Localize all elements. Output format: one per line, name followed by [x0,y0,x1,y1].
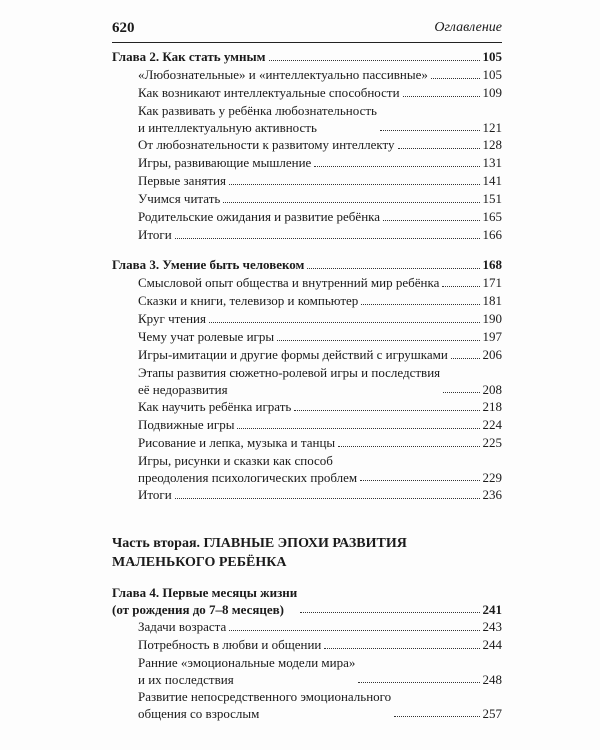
chapter-page: 105 [482,49,502,64]
dot-leader [398,148,480,149]
entry-page: 257 [482,706,502,721]
dot-leader [175,498,480,499]
toc-entry [112,292,502,310]
toc-entry [112,346,502,364]
entry-page: 206 [482,347,502,362]
entry-title: Игры-имитации и другие формы действий с игрушками [138,347,448,362]
dot-leader [269,60,480,61]
dot-leader [324,648,480,649]
entry-title: Ранние «эмоциональные модели мира» и их последствия [138,655,356,687]
dot-leader [175,238,480,239]
entry-title: «Любознательные» и «интеллектуально пассивные» [138,67,428,82]
chapter-3-heading [112,256,502,274]
toc-entry [112,434,502,452]
entry-page: 141 [482,173,502,188]
entry-title: Игры, рисунки и сказки как способ преодоления психологических проблем [138,453,358,485]
entry-page: 218 [482,399,502,414]
toc-entry [112,102,502,136]
entry-title: Задачи возраста [138,619,227,634]
entry-title: Как возникают интеллектуальные способности [138,85,400,100]
page-number: 620 [112,20,135,36]
entry-title: От любознательности к развитому интеллекту [138,137,395,152]
entry-page: 243 [482,619,502,634]
table-of-contents [112,48,502,722]
dot-leader [223,202,480,203]
entry-title: Чему учат ролевые игры [138,329,275,344]
entry-page: 248 [482,672,502,687]
entry-page: 109 [482,85,502,100]
block-spacer [112,244,502,256]
dot-leader [394,716,480,717]
toc-entry [112,208,502,226]
entry-page: 225 [482,435,502,450]
entry-page: 166 [482,227,502,242]
dot-leader [358,682,480,683]
entry-title: Смысловой опыт общества и внутренний мир ребёнка [138,275,440,290]
entry-page: 224 [482,417,502,432]
dot-leader [209,322,480,323]
entry-title: Этапы развития сюжетно-ролевой игры и последствия её недоразвития [138,365,441,397]
dot-leader [431,78,480,79]
toc-entry [112,618,502,636]
entry-title: Учимся читать [138,191,221,206]
dot-leader [277,340,480,341]
toc-entry [112,172,502,190]
entry-title: Первые занятия [138,173,227,188]
toc-entry [112,274,502,292]
entry-title: Развитие непосредственного эмоционального общения со взрослым [138,689,392,721]
chapter-title: Глава 4. Первые месяцы жизни (от рождения до 7–8 месяцев) [112,585,298,617]
dot-leader [229,630,480,631]
entry-title: Как развивать у ребёнка любознательность и интеллектуальную активность [138,103,377,135]
dot-leader [360,480,480,481]
toc-entry [112,310,502,328]
chapter-3-block [112,256,502,504]
dot-leader [229,184,480,185]
chapter-page: 168 [482,257,502,272]
entry-title: Рисование и лепка, музыка и танцы [138,435,336,450]
block-spacer [112,572,502,584]
dot-leader [237,428,480,429]
entry-title: Родительские ожидания и развитие ребёнка [138,209,381,224]
entry-title: Игры, развивающие мышление [138,155,312,170]
entry-page: 229 [482,470,502,485]
entry-page: 131 [482,155,502,170]
entry-title: Круг чтения [138,311,206,326]
entry-page: 151 [482,191,502,206]
toc-entry [112,190,502,208]
dot-leader [443,392,480,393]
entry-page: 208 [482,382,502,397]
chapter-title: Глава 2. Как стать умным [112,49,266,64]
toc-entry [112,416,502,434]
toc-entry [112,66,502,84]
block-spacer [112,504,502,534]
entry-page: 244 [482,637,502,652]
entry-page: 171 [482,275,502,290]
toc-entry [112,364,502,398]
part-2-heading: Часть вторая. ГЛАВНЫЕ ЭПОХИ РАЗВИТИЯ МАЛЕНЬКОГО РЕБЁНКА [112,536,407,570]
dot-leader [361,304,480,305]
entry-title: Сказки и книги, телевизор и компьютер [138,293,359,308]
toc-entry [112,84,502,102]
entry-page: 128 [482,137,502,152]
entry-page: 236 [482,487,502,502]
dot-leader [380,130,480,131]
entry-title: Итоги [138,487,172,502]
toc-entry [112,654,502,688]
toc-entry [112,154,502,172]
entry-title: Итоги [138,227,172,242]
entry-page: 197 [482,329,502,344]
toc-entry [112,486,502,504]
entry-page: 190 [482,311,502,326]
dot-leader [383,220,480,221]
toc-entry [112,636,502,654]
entry-title: Как научить ребёнка играть [138,399,292,414]
header-rule [112,42,502,43]
toc-entry [112,688,502,722]
chapter-4-heading [112,584,502,618]
toc-entry [112,226,502,244]
toc-entry [112,452,502,486]
page-header [112,20,502,42]
dot-leader [314,166,480,167]
chapter-title: Глава 3. Умение быть человеком [112,257,305,272]
dot-leader [338,446,480,447]
toc-entry [112,398,502,416]
dot-leader [442,286,480,287]
running-title: Оглавление [434,20,502,35]
toc-entry [112,136,502,154]
chapter-4-block [112,584,502,722]
dot-leader [300,612,480,613]
entry-page: 165 [482,209,502,224]
entry-title: Подвижные игры [138,417,235,432]
toc-entry [112,328,502,346]
entry-page: 121 [482,120,502,135]
dot-leader [294,410,480,411]
dot-leader [451,358,480,359]
dot-leader [307,268,480,269]
dot-leader [403,96,480,97]
chapter-page: 241 [482,602,502,617]
entry-page: 105 [482,67,502,82]
chapter-2-block [112,48,502,244]
entry-page: 181 [482,293,502,308]
entry-title: Потребность в любви и общении [138,637,322,652]
chapter-2-heading [112,48,502,66]
